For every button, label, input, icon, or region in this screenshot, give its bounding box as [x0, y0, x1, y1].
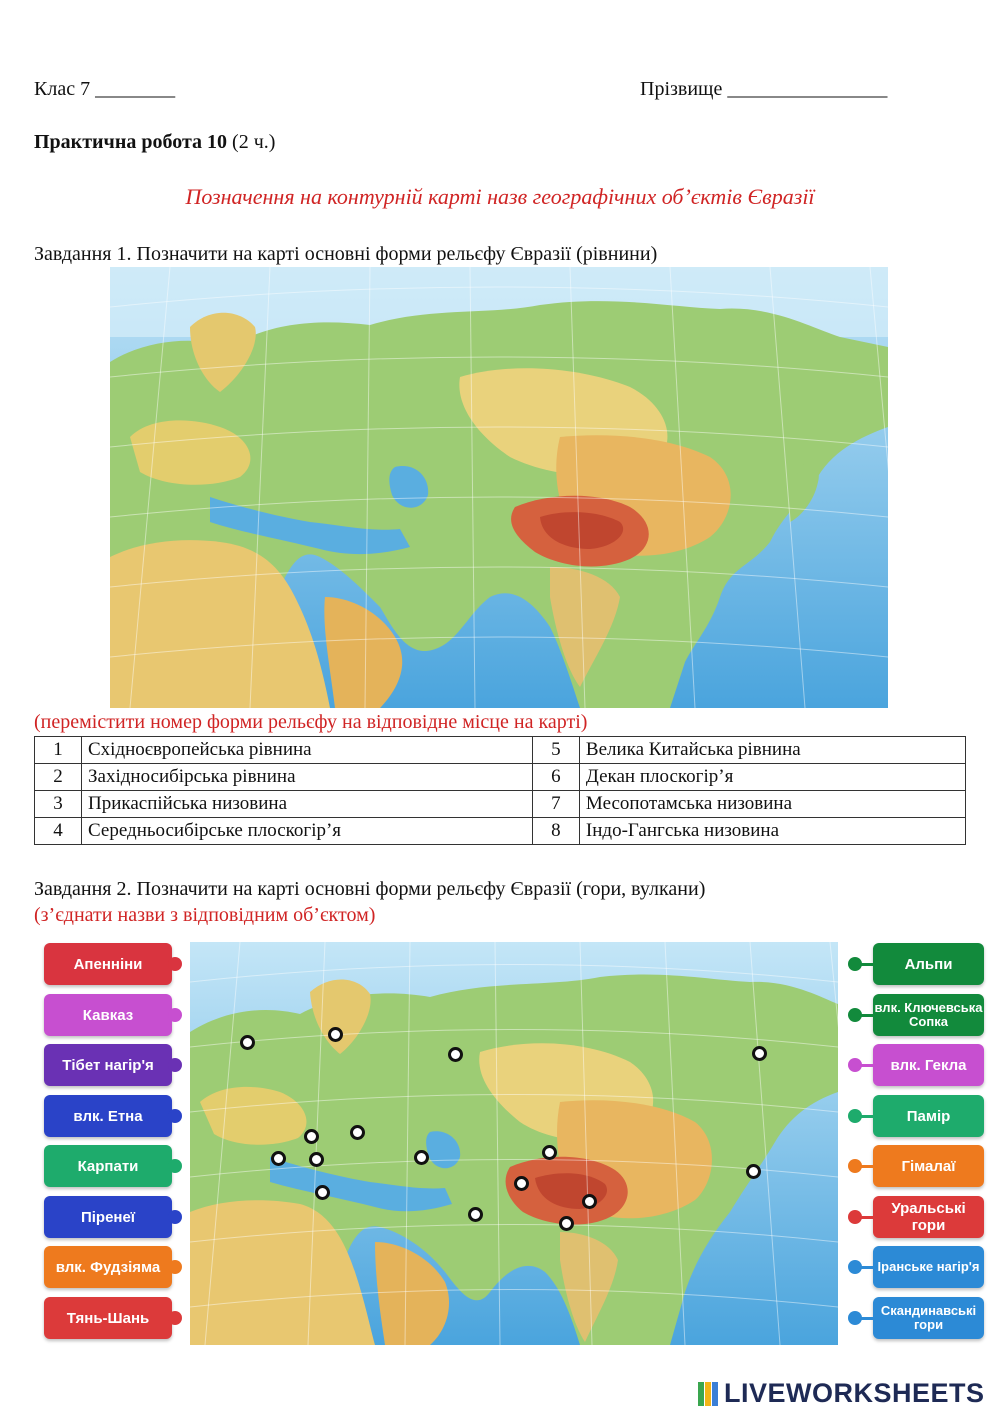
- right-label-button[interactable]: Іранське нагір'я: [873, 1246, 984, 1288]
- table-row: [35, 764, 966, 791]
- connector-dot[interactable]: [848, 957, 862, 971]
- liveworksheets-logo: [698, 1378, 985, 1409]
- landforms-table: [34, 736, 966, 845]
- map-target-dot[interactable]: [559, 1216, 574, 1231]
- right-label-button[interactable]: Альпи: [873, 943, 984, 985]
- liveworksheets-logo-mark-icon: [698, 1382, 720, 1406]
- landform-number[interactable]: 3: [35, 791, 82, 818]
- map-eurasia-mountains: [190, 942, 838, 1345]
- connector-dot[interactable]: [168, 1109, 182, 1123]
- map-target-dot[interactable]: [414, 1150, 429, 1165]
- landform-number[interactable]: 5: [532, 737, 579, 764]
- left-label-button[interactable]: Карпати: [44, 1145, 172, 1187]
- map-target-dot[interactable]: [304, 1129, 319, 1144]
- map-target-dot[interactable]: [582, 1194, 597, 1209]
- landform-number[interactable]: 6: [532, 764, 579, 791]
- landform-number[interactable]: 4: [35, 818, 82, 845]
- landform-name: Східноєвропейська рівнина: [82, 737, 533, 764]
- left-label-button[interactable]: влк. Етна: [44, 1095, 172, 1137]
- landform-number[interactable]: 8: [532, 818, 579, 845]
- map-target-dot[interactable]: [350, 1125, 365, 1140]
- work-title-hours: (2 ч.): [227, 131, 276, 153]
- landform-number[interactable]: 2: [35, 764, 82, 791]
- map-target-dot[interactable]: [240, 1035, 255, 1050]
- task2-instruction: (з’єднати назви з відповідним об’єктом): [34, 904, 376, 926]
- task2-text: Завдання 2. Позначити на карті основні форми рельєфу Євразії (гори, вулкани): [34, 878, 706, 900]
- map-target-dot[interactable]: [468, 1207, 483, 1222]
- right-label-button[interactable]: Скандинавські гори: [873, 1297, 984, 1339]
- work-title: [34, 131, 275, 154]
- landform-name: Декан плоскогір’я: [579, 764, 965, 791]
- connector-dot[interactable]: [848, 1109, 862, 1123]
- task1-text: Завдання 1. Позначити на карті основні форми рельєфу Євразії (рівнини): [34, 243, 658, 265]
- landform-number[interactable]: 1: [35, 737, 82, 764]
- left-label-button[interactable]: Апенніни: [44, 943, 172, 985]
- left-label-button[interactable]: Кавказ: [44, 994, 172, 1036]
- connector-dot[interactable]: [848, 1311, 862, 1325]
- connector-dot[interactable]: [168, 1058, 182, 1072]
- map-target-dot[interactable]: [271, 1151, 286, 1166]
- left-label-button[interactable]: Тібет нагір'я: [44, 1044, 172, 1086]
- table-row: [35, 818, 966, 845]
- map-target-dot[interactable]: [448, 1047, 463, 1062]
- landform-number[interactable]: 7: [532, 791, 579, 818]
- map-target-dot[interactable]: [514, 1176, 529, 1191]
- map-target-dot[interactable]: [309, 1152, 324, 1167]
- right-label-button[interactable]: влк. Гекла: [873, 1044, 984, 1086]
- connector-dot[interactable]: [848, 1058, 862, 1072]
- right-label-button[interactable]: Гімалаї: [873, 1145, 984, 1187]
- right-label-button[interactable]: Памір: [873, 1095, 984, 1137]
- map-target-dot[interactable]: [328, 1027, 343, 1042]
- left-label-button[interactable]: Тянь-Шань: [44, 1297, 172, 1339]
- left-label-button[interactable]: Піренеї: [44, 1196, 172, 1238]
- left-label-button[interactable]: влк. Фудзіяма: [44, 1246, 172, 1288]
- eurasia-physical-map-2: [190, 942, 838, 1345]
- page-subtitle: Позначення на контурній карті назв географічних об’єктів Євразії: [185, 184, 815, 209]
- liveworksheets-logo-text: LIVEWORKSHEETS: [724, 1378, 985, 1408]
- right-label-button[interactable]: Уральські гори: [873, 1196, 984, 1238]
- class-label: Клас 7 ________: [34, 78, 176, 100]
- landform-name: Месопотамська низовина: [579, 791, 965, 818]
- landform-name: Прикаспійська низовина: [82, 791, 533, 818]
- connector-dot[interactable]: [168, 1260, 182, 1274]
- landform-name: Середньосибірське плоскогір’я: [82, 818, 533, 845]
- task1-instruction: (перемістити номер форми рельєфу на відповідне місце на карті): [34, 711, 588, 733]
- map-target-dot[interactable]: [752, 1046, 767, 1061]
- work-title-bold: Практична робота 10: [34, 131, 228, 153]
- landform-name: Велика Китайська рівнина: [579, 737, 965, 764]
- map-target-dot[interactable]: [542, 1145, 557, 1160]
- connector-dot[interactable]: [168, 1311, 182, 1325]
- map-target-dot[interactable]: [315, 1185, 330, 1200]
- connector-dot[interactable]: [168, 1159, 182, 1173]
- connector-dot[interactable]: [848, 1210, 862, 1224]
- right-label-button[interactable]: влк. Ключевська Сопка: [873, 994, 984, 1036]
- connector-dot[interactable]: [168, 957, 182, 971]
- connector-dot[interactable]: [848, 1159, 862, 1173]
- connector-dot[interactable]: [848, 1008, 862, 1022]
- map-eurasia-plains[interactable]: [110, 267, 888, 708]
- connector-dot[interactable]: [848, 1260, 862, 1274]
- surname-label: Прізвище ________________: [640, 78, 888, 100]
- connector-dot[interactable]: [168, 1210, 182, 1224]
- table-row: [35, 791, 966, 818]
- eurasia-physical-map-1: [110, 267, 888, 708]
- table-row: [35, 737, 966, 764]
- landform-name: Західносибірська рівнина: [82, 764, 533, 791]
- map-target-dot[interactable]: [746, 1164, 761, 1179]
- connector-dot[interactable]: [168, 1008, 182, 1022]
- landform-name: Індо-Гангська низовина: [579, 818, 965, 845]
